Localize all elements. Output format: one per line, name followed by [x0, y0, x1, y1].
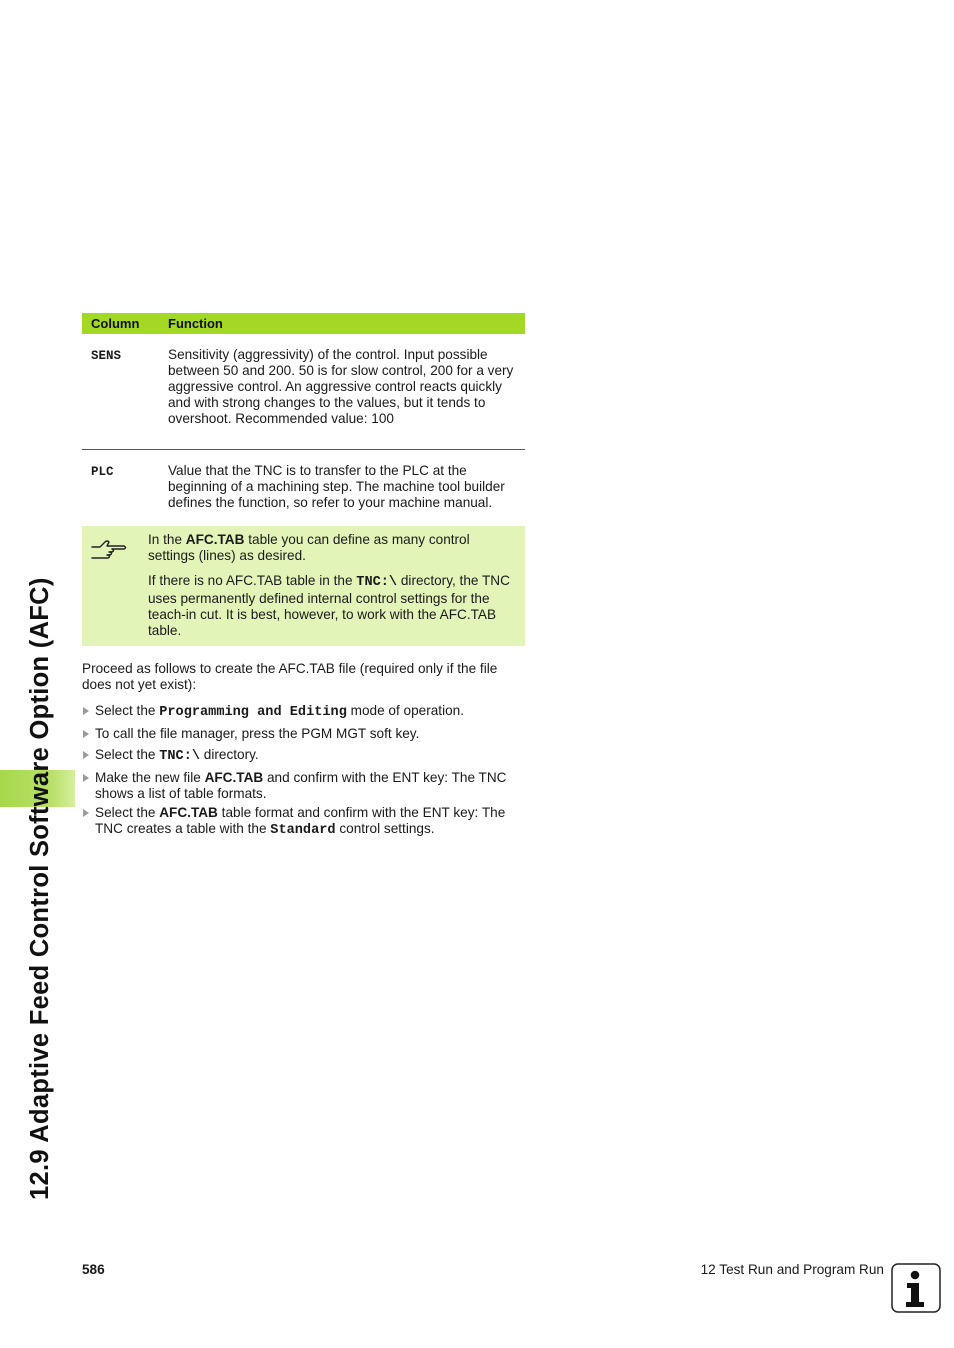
list-item: Select the TNC:\ directory.: [82, 747, 527, 765]
list-item: To call the file manager, press the PGM MGT soft key.: [82, 726, 527, 742]
list-item: Select the Programming and Editing mode of operation.: [82, 703, 527, 721]
table-row: [82, 450, 525, 528]
triangle-bullet-icon: [83, 751, 89, 759]
parameter-table: [82, 313, 525, 528]
header-function: Function: [168, 316, 223, 331]
note-paragraph: If there is no AFC.TAB table in the TNC:\ directory, the TNC uses permanently defined internal control settings for the teach-in cut. It is best, however, to work with the AFC.TAB table.: [148, 573, 510, 638]
page-number: 586: [82, 1262, 105, 1277]
note-paragraph: In the AFC.TAB table you can define as many control settings (lines) as desired.: [148, 532, 470, 563]
triangle-bullet-icon: [83, 809, 89, 817]
row-column-name: PLC: [91, 465, 114, 479]
triangle-bullet-icon: [83, 707, 89, 715]
info-icon[interactable]: [890, 1262, 942, 1314]
header-column: Column: [91, 316, 140, 331]
step-list: [82, 703, 527, 844]
list-item: Select the AFC.TAB table format and confirm with the ENT key: The TNC creates a table with the Standard control settings.: [82, 805, 527, 839]
triangle-bullet-icon: [83, 730, 89, 738]
list-item: Make the new file AFC.TAB and confirm with the ENT key: The TNC shows a list of table formats.: [82, 770, 527, 802]
intro-paragraph: Proceed as follows to create the AFC.TAB file (required only if the file does not yet exist):: [82, 661, 498, 692]
triangle-bullet-icon: [83, 774, 89, 782]
table-header: [82, 313, 525, 334]
note-code-term: TNC:\: [356, 575, 398, 590]
row-function-text: Sensitivity (aggressivity) of the control. Input possible between 50 and 200. 50 is for slow control, 200 for a very aggressive control. An aggressive control reacts quickly and with strong changes to the values, but it tends to overshoot. Recommended value: 100: [168, 347, 514, 426]
note-text: [148, 532, 518, 648]
pointing-hand-icon: [90, 535, 128, 563]
table-row: [82, 334, 525, 450]
chapter-footer: 12 Test Run and Program Run: [700, 1262, 884, 1277]
row-function-text: Value that the TNC is to transfer to the PLC at the beginning of a machining step. The machine tool builder defines the function, so refer to your machine manual.: [168, 463, 505, 510]
note-box: [82, 526, 525, 646]
chapter-side-title: 12.9 Adaptive Feed Control Software Option (AFC): [26, 577, 54, 1200]
note-bold-term: AFC.TAB: [185, 532, 245, 547]
row-column-name: SENS: [91, 349, 122, 363]
